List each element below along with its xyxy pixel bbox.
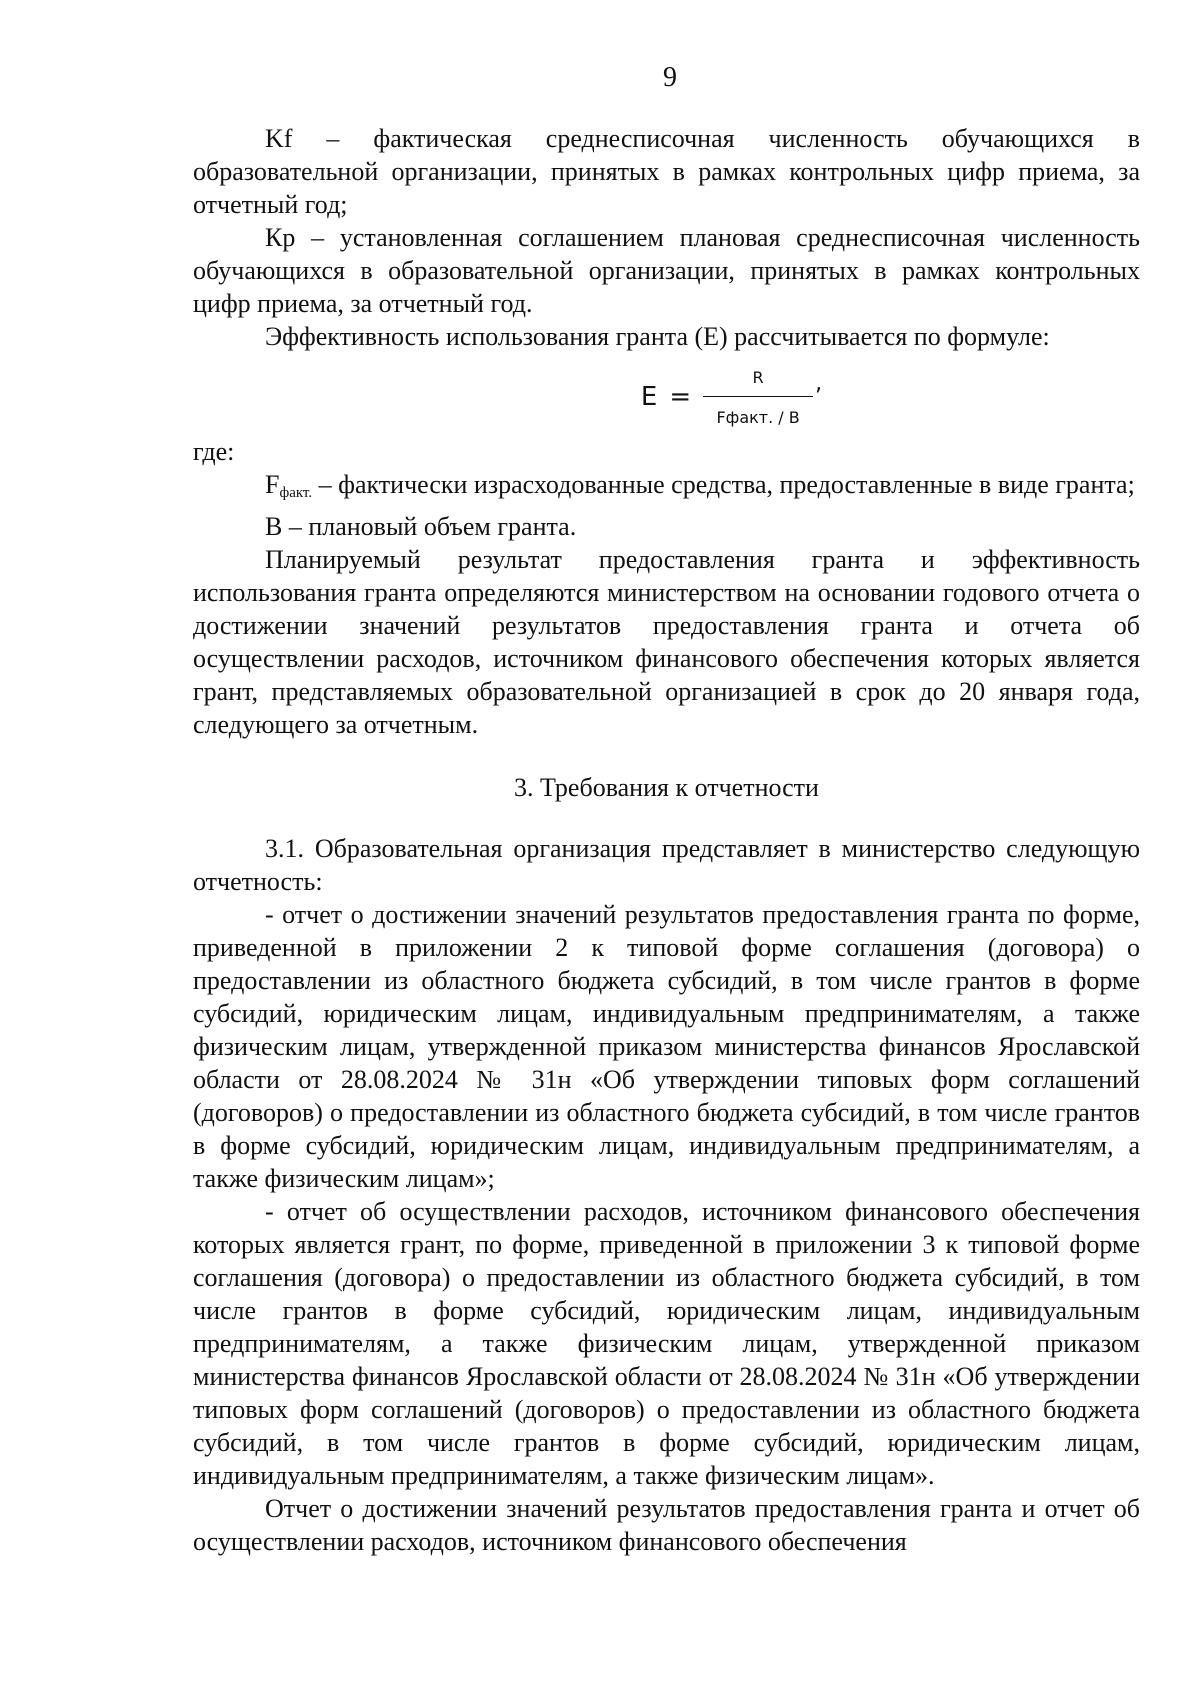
f-fact-text: – фактически израсходованные средства, предоставленные в виде гранта; [312,470,1135,499]
bullet-report-results: - отчет о достижении значений результатов предоставления гранта по форме, приведенной в приложении 2 к типовой форме соглашения (договора) о предоставлении из областного бюджета субсидий, в том числе грантов в форме субсидий, юридическим лицам, индивидуальным предпринимателям, а также физическим лицам, утвержденной приказом министерства финансов Ярославской области от 28.08.2024 № 31н «Об утверждении типовых форм соглашений (договоров) о предоставлении из областного бюджета субсидий, в том числе грантов в форме субсидий, юридическим лицам, индивидуальным предпринимателям, а также физическим лицам»; [193,900,1140,1193]
paragraph-planned-result: Планируемый результат предоставления гранта и эффективность использования гранта определяются министерством на основании годового отчета о достижении значений результатов предоставления гранта и отчета об осуществлении расходов, источником финансового обеспечения которых является грант, представляемых образовательной организацией в срок до 20 января года, следующего за отчетным. [193,545,1140,739]
document-body [193,122,1140,1558]
paragraph-3-1: 3.1. Образовательная организация представляет в министерство следующую отчетность: [193,834,1140,896]
f-fact-subscript: факт. [279,485,313,501]
paragraph-report-closing: Отчет о достижении значений результатов предоставления гранта и отчет об осуществлении расходов, источником финансового обеспечения [193,1494,1140,1556]
formula-trailing-comma: , [815,371,823,396]
formula-denominator: Fфакт. / B [716,407,800,427]
formula-equals: = [669,381,692,412]
f-fact-symbol: F [265,470,280,499]
formula-fraction [703,361,813,434]
paragraph-kp-definition: Кр – установленная соглашением плановая среднесписочная численность обучающихся в образовательной организации, принятых в рамках контрольных цифр приема, за отчетный год. [193,223,1140,318]
section-title: 3. Требования к отчетности [514,773,819,802]
paragraph-f-fact-definition [193,468,1140,510]
paragraph-b-definition: В – плановый объем гранта. [265,512,577,541]
formula-lhs: E [640,381,658,412]
efficiency-formula [323,359,1140,435]
paragraph-efficiency-intro: Эффективность использования гранта (Е) рассчитывается по формуле: [265,322,1050,351]
bullet-report-expenses: - отчет об осуществлении расходов, источником финансового обеспечения которых является грант, по форме, приведенной в приложении 3 к типовой форме соглашения (договора) о предоставлении из областного бюджета субсидий, в том числе грантов в форме субсидий, юридическим лицам, индивидуальным предпринимателям, а также физическим лицам, утвержденной приказом министерства финансов Ярославской области от 28.08.2024 № 31н «Об утверждении типовых форм соглашений (договоров) о предоставлении из областного бюджета субсидий, в том числе грантов в форме субсидий, юридическим лицам, индивидуальным предпринимателям, а также физическим лицам». [193,1197,1140,1490]
paragraph-kf-definition: Kf – фактическая среднесписочная численность обучающихся в образовательной организации, принятых в рамках контрольных цифр приема, за отчетный год; [193,124,1140,219]
formula-numerator: R [703,361,813,397]
page-number: 9 [663,62,677,93]
where-label: где: [193,437,235,466]
